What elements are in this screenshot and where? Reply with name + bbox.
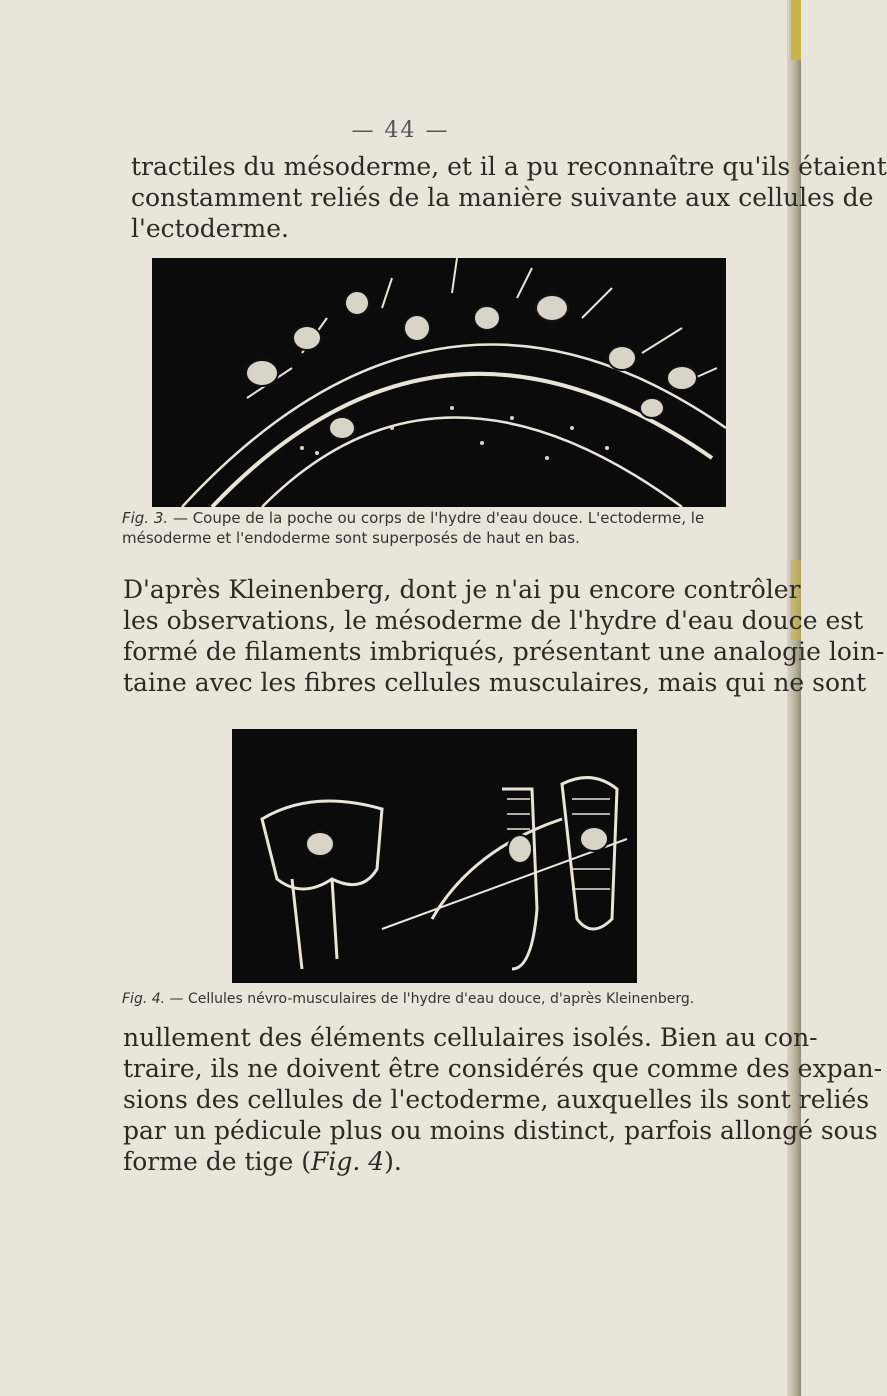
text-line: les observations, le mésoderme de l'hydre d'eau douce est: [123, 606, 864, 635]
text-line: l'ectoderme.: [131, 214, 289, 243]
endoderm-boundary: [262, 418, 682, 508]
text-fragment: ).: [384, 1147, 402, 1176]
cell-nucleus: [293, 326, 321, 350]
text-line: nullement des éléments cellulaires isolés. Bien au con-: [123, 1023, 818, 1052]
cell-nucleus: [329, 417, 355, 439]
cell-nucleus: [608, 346, 636, 370]
text-line: D'après Kleinenberg, dont je n'ai pu encore contrôler: [123, 575, 801, 604]
text-line: [123, 1146, 882, 1177]
neuromuscular-cells-drawing: [232, 729, 637, 983]
cell-section-drawing: [152, 258, 726, 507]
page-number: — 44 —: [351, 118, 450, 143]
figure-3-label: Fig. 3.: [122, 509, 169, 527]
figure-4-label: Fig. 4.: [122, 991, 166, 1007]
text-line: formé de filaments imbriqués, présentant une analogie loin-: [123, 637, 885, 666]
cell-nucleus: [345, 291, 369, 315]
paragraph-1: [131, 151, 887, 244]
cell-stalk: [332, 879, 337, 959]
figure-3-caption-line-2: mésoderme et l'endoderme sont superposés de haut en bas.: [122, 529, 580, 547]
text-line: constamment reliés de la manière suivante aux cellules de: [131, 183, 874, 212]
figure-3-caption-line-1: — Coupe de la poche ou corps de l'hydre d'eau douce. L'ectoderme, le: [168, 509, 705, 527]
figure-4-illustration: [232, 729, 637, 983]
text-line: tractiles du mésoderme, et il a pu reconnaître qu'ils étaient: [131, 152, 887, 181]
page-edge-tab: [791, 0, 801, 60]
text-line: traire, ils ne doivent être considérés que comme des expan-: [123, 1054, 883, 1083]
cell-nucleus: [580, 827, 608, 851]
text-line: taine avec les fibres cellules musculaires, mais qui ne sont: [123, 668, 867, 697]
cell-nucleus: [306, 832, 334, 856]
figure-4-caption: [122, 989, 694, 1009]
mesoderm-boundary: [212, 374, 712, 507]
paragraph-2: [123, 574, 884, 698]
cell-nucleus: [474, 306, 500, 330]
cell-nucleus: [508, 835, 532, 863]
paragraph-3: [123, 1022, 882, 1177]
text-line: sions des cellules de l'ectoderme, auxquelles ils sont reliés: [123, 1085, 870, 1114]
text-fragment: forme de tige (: [123, 1147, 311, 1176]
cell-nucleus: [536, 295, 568, 321]
figure-3-caption: [122, 508, 704, 548]
figure-4-caption-text: — Cellules névro-musculaires de l'hydre d'eau douce, d'après Kleinenberg.: [165, 991, 695, 1007]
cell-nucleus: [640, 398, 664, 418]
figure-4-reference: Fig. 4: [311, 1147, 385, 1176]
figure-3-illustration: [152, 258, 726, 507]
cell-nucleus: [246, 360, 278, 386]
cell-nucleus: [404, 315, 430, 341]
muscle-fiber: [382, 839, 627, 929]
text-line: par un pédicule plus ou moins distinct, parfois allongé sous: [123, 1116, 878, 1145]
cell-stalk: [292, 879, 302, 969]
cell-nucleus: [667, 366, 697, 390]
